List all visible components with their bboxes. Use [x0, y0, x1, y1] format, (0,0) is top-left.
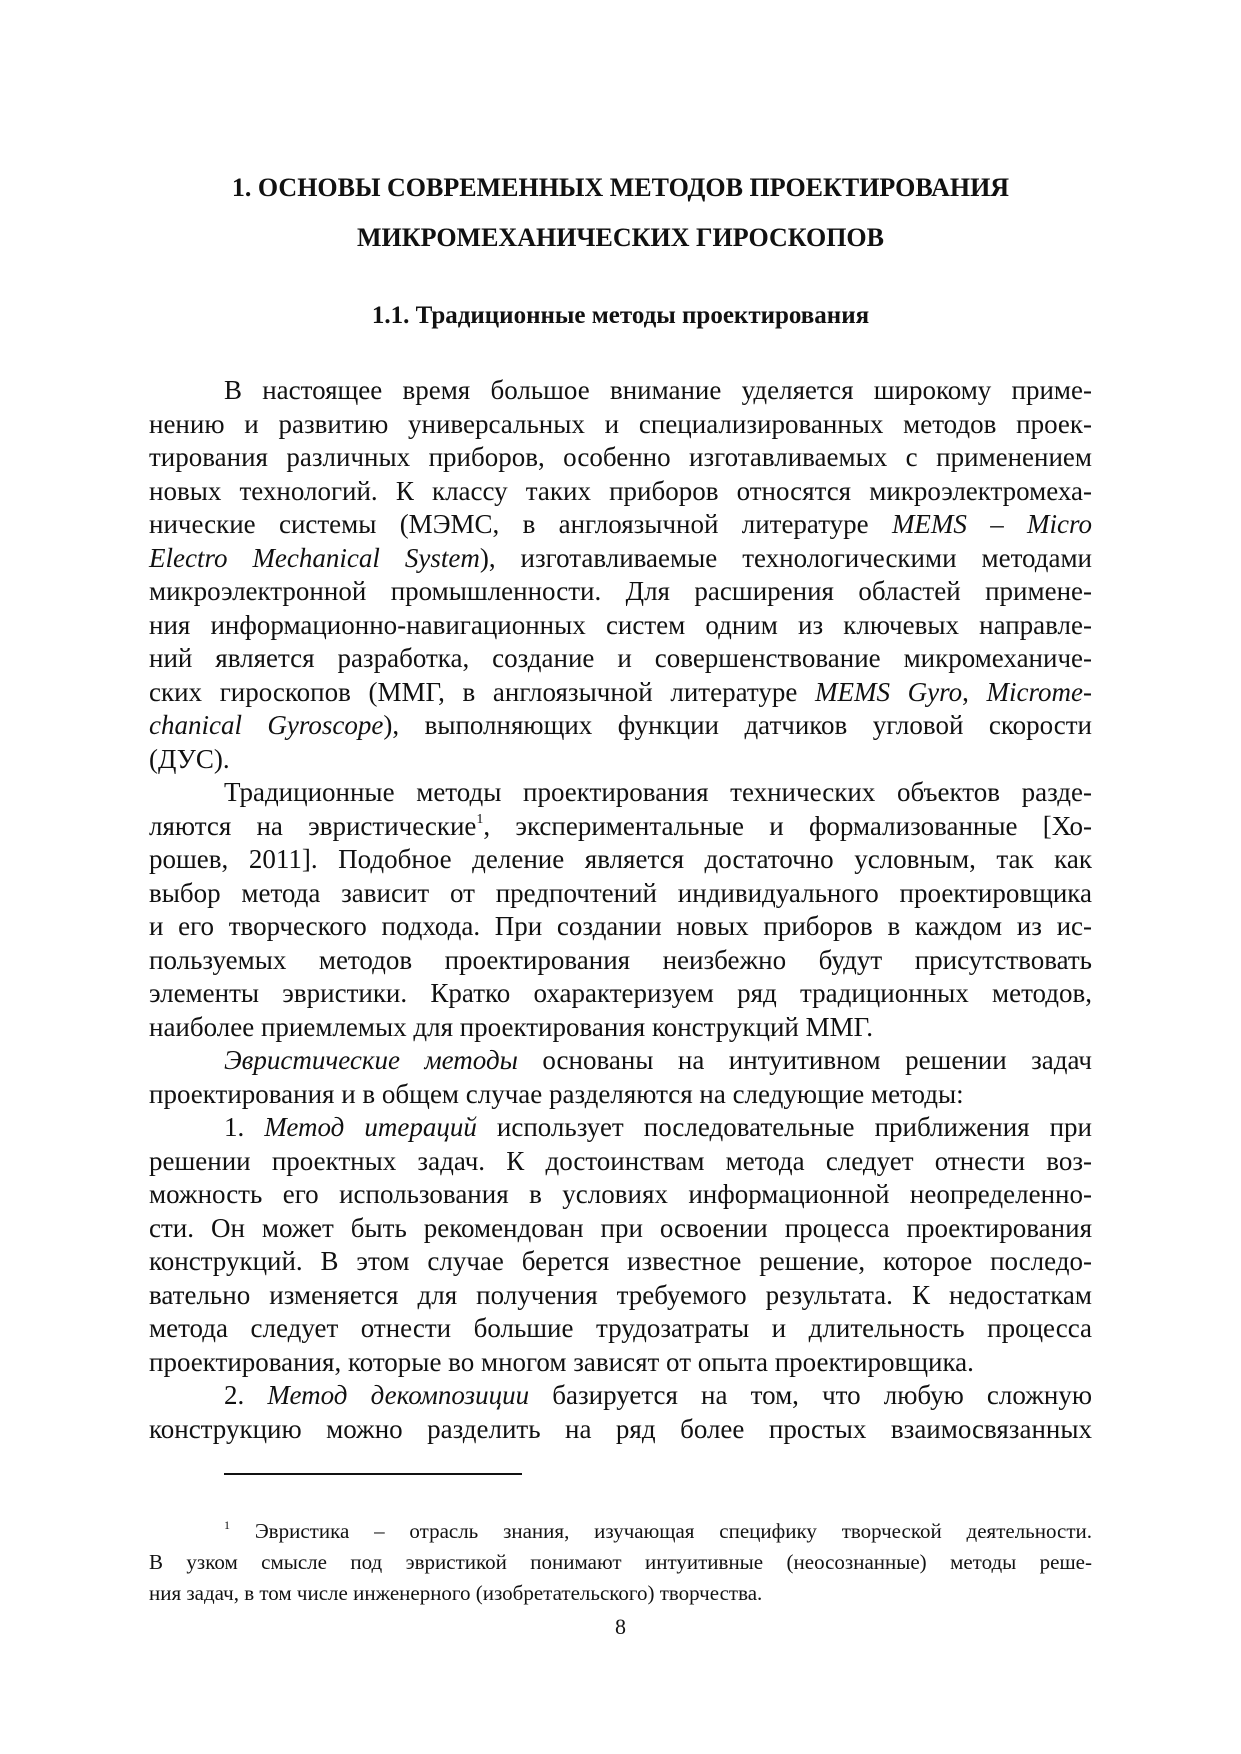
text-run: ), выполняющих функции датчиков угловой скорости — [383, 710, 1093, 740]
text-run: ), изготавливаемые технологическими методами — [479, 542, 1093, 573]
text-run: 2. — [224, 1380, 268, 1410]
text-run: нические системы (МЭМС, в англоязычной литературе — [149, 509, 892, 539]
italic-text: MEMS – Micro — [891, 509, 1092, 539]
text-line — [149, 944, 1092, 978]
text-run: , — [962, 676, 987, 707]
text-run: метода следует отнести большие трудозатраты и длительность процесса — [149, 1313, 1092, 1343]
text-run: ских гироскопов (ММГ, в англоязычной литературе — [149, 676, 815, 707]
text-run: конструкцию можно разделить на ряд более простых взаимосвязанных — [149, 1413, 1092, 1444]
text-run: микроэлектронной промышленности. Для расширения областей примене- — [149, 576, 1092, 606]
text-run: ний является разработка, создание и совершенствование микромеханиче- — [149, 643, 1092, 673]
text-line — [149, 910, 1092, 944]
text-run: новых технологий. К классу таких приборов относятся микроэлектромеха- — [149, 475, 1092, 506]
text-line — [149, 1312, 1092, 1346]
chapter-title-line-1: 1. ОСНОВЫ СОВРЕМЕННЫХ МЕТОДОВ ПРОЕКТИРОВАНИЯ — [231, 173, 1010, 202]
text-line — [149, 776, 1092, 810]
text-run: Эвристика – отрасль знания, изучающая специфику творческой деятельности. — [230, 1519, 1092, 1543]
text-run: пользуемых методов проектирования неизбежно будут присутствовать — [149, 944, 1092, 975]
text-run: 1. — [224, 1112, 265, 1142]
chapter-title-line-2: МИКРОМЕХАНИЧЕСКИХ ГИРОСКОПОВ — [356, 223, 885, 252]
text-line — [149, 810, 1092, 844]
text-run: проектирования, которые во многом зависят от опыта проектировщика. — [149, 1346, 974, 1377]
italic-text: Метод декомпозиции — [267, 1380, 530, 1410]
page-number: 8 — [615, 1614, 626, 1639]
text-line — [149, 1346, 1092, 1380]
text-run: основаны на интуитивном решении задач — [517, 1045, 1092, 1075]
text-line — [149, 609, 1092, 643]
footnote-line — [149, 1547, 1092, 1578]
text-line — [149, 1078, 1092, 1112]
text-line — [149, 1212, 1092, 1246]
text-run: В настоящее время большое внимание уделяется широкому приме- — [224, 375, 1092, 405]
text-line — [149, 1379, 1092, 1413]
body-text — [149, 374, 1092, 1446]
text-line — [149, 1413, 1092, 1447]
text-run: ния задач, в том числе инженерного (изобретательского) творчества. — [149, 1581, 763, 1605]
text-run: базируется на том, что любую сложную — [529, 1380, 1092, 1410]
text-line — [149, 1111, 1092, 1145]
footnote-marker: 1 — [224, 1518, 230, 1532]
text-line — [149, 441, 1092, 475]
text-run: конструкций. В этом случае берется известное решение, которое последо- — [149, 1246, 1092, 1276]
italic-text: Microme- — [986, 676, 1092, 707]
text-run: (ДУС). — [149, 743, 230, 774]
text-line — [149, 508, 1092, 542]
text-run: тирования различных приборов, особенно изготавливаемых с применением — [149, 442, 1092, 472]
text-run: , экспериментальные и формализованные [Хо- — [483, 810, 1092, 841]
footnote-separator — [224, 1473, 522, 1475]
text-run: Традиционные методы проектирования технических объектов разде- — [224, 777, 1092, 807]
text-run: ляются на эвристические — [149, 810, 477, 841]
text-run: можность его использования в условиях информационной неопределенно- — [149, 1179, 1092, 1209]
text-run: сти. Он может быть рекомендован при освоении процесса проектирования — [149, 1212, 1092, 1243]
text-run: ния информационно-навигационных систем одним из ключевых направле- — [149, 609, 1092, 640]
text-line — [149, 743, 1092, 777]
footnote-marker: 1 — [476, 811, 484, 827]
text-line — [149, 374, 1092, 408]
text-run: и его творческого подхода. При создании новых приборов в каждом из ис- — [149, 911, 1092, 941]
text-run: наиболее приемлемых для проектирования конструкций ММГ. — [149, 1011, 873, 1042]
text-line — [149, 1178, 1092, 1212]
text-line — [149, 843, 1092, 877]
text-line — [149, 1145, 1092, 1179]
text-line — [149, 575, 1092, 609]
text-run: проектирования и в общем случае разделяются на следующие методы: — [149, 1078, 964, 1109]
text-line — [149, 642, 1092, 676]
text-run: рошев, 2011]. Подобное деление является достаточно условным, так как — [149, 844, 1092, 874]
text-run: использует последовательные приближения при — [476, 1112, 1092, 1142]
text-line — [149, 1245, 1092, 1279]
italic-text: chanical Gyroscope — [149, 710, 384, 740]
text-run: решении проектных задач. К достоинствам метода следует отнести воз- — [149, 1145, 1092, 1176]
italic-text: Electro Mechanical System — [149, 542, 480, 573]
text-run: В узком смысле под эвристикой понимают интуитивные (неосознанные) методы реше- — [149, 1550, 1092, 1574]
text-run: элементы эвристики. Кратко охарактеризуем ряд традиционных методов, — [149, 978, 1092, 1008]
text-line — [149, 408, 1092, 442]
footnote-line — [149, 1578, 1092, 1609]
section-heading: 1.1. Традиционные методы проектирования — [371, 302, 870, 329]
text-line — [149, 475, 1092, 509]
footnote — [149, 1516, 1092, 1609]
text-run: выбор метода зависит от предпочтений индивидуального проектировщика — [149, 877, 1092, 908]
text-line — [149, 977, 1092, 1011]
footnote-line — [149, 1516, 1092, 1547]
text-line — [149, 1011, 1092, 1045]
italic-text: MEMS Gyro — [814, 676, 963, 707]
text-line — [149, 709, 1092, 743]
italic-text: Метод итераций — [264, 1112, 477, 1142]
text-run: нению и развитию универсальных и специализированных методов проек- — [149, 408, 1092, 439]
text-line — [149, 676, 1092, 710]
text-line — [149, 1279, 1092, 1313]
text-line — [149, 1044, 1092, 1078]
text-line — [149, 877, 1092, 911]
text-line — [149, 542, 1092, 576]
italic-text: Эвристические методы — [224, 1045, 518, 1075]
text-run: вательно изменяется для получения требуемого результата. К недостаткам — [149, 1279, 1092, 1310]
